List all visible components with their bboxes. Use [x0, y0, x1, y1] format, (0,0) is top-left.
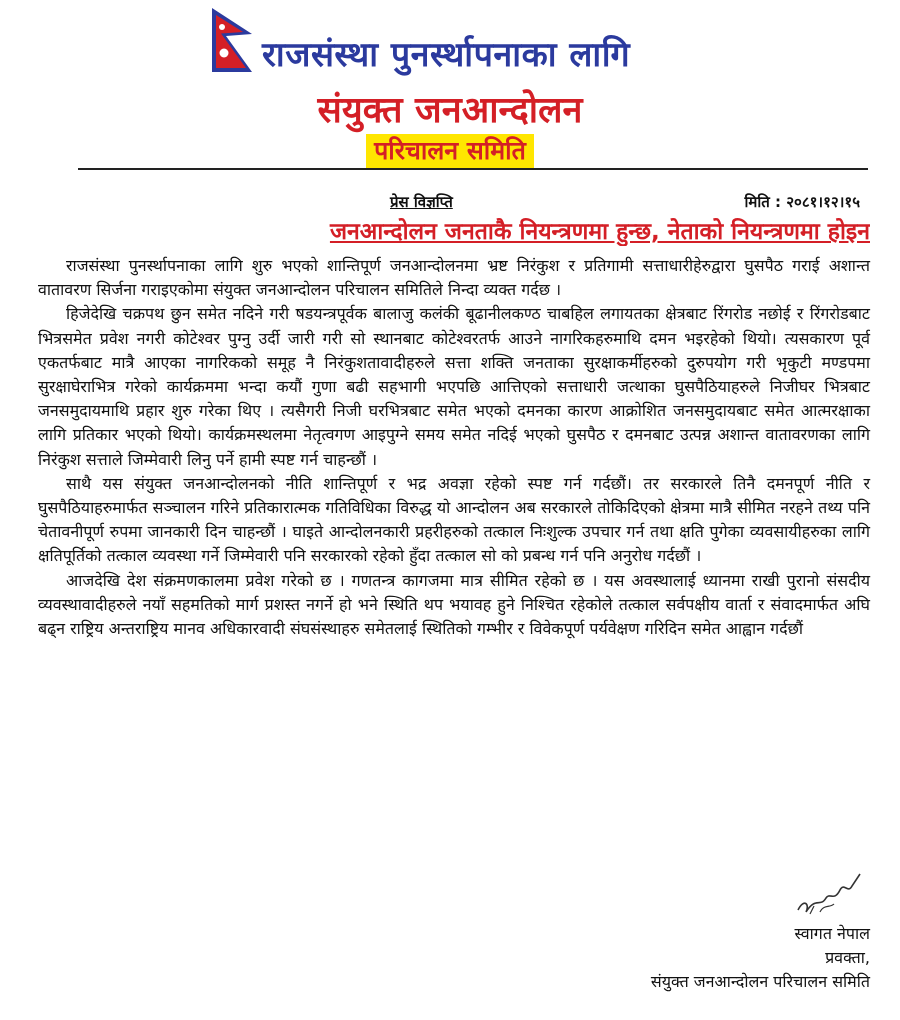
org-title: राजसंस्था पुनर्स्थापनाका लागि [262, 35, 631, 75]
headline: जनआन्दोलन जनताकै नियन्त्रणमा हुन्छ, नेताको नियन्त्रणमा होइन [329, 219, 870, 245]
signatory-block [651, 922, 870, 994]
handwritten-signature [790, 868, 870, 918]
signatory-role: प्रवक्ता, [825, 948, 870, 967]
committee-title: परिचालन समिति [366, 134, 534, 168]
paragraph: राजसंस्था पुनर्स्थापनाका लागि शुरु भएको शान्तिपूर्ण जनआन्दोलनमा भ्रष्ट निरंकुश र प्रतिगामी सत्ताधारीहेरुद्वारा घुसपैठ गराई अशान्त वातावरण सिर्जना गराइएकोमा संयुक्त जनआन्दोलन परिचालन समितिले निन्दा व्यक्त गर्दछ । [38, 256, 870, 300]
paragraph: आजदेखि देश संक्रमणकालमा प्रवेश गरेको छ । गणतन्त्र कागजमा मात्र सीमित रहेको छ । यस अवस्थालाई ध्यानमा राखी पुरानो संसदीय व्यवस्थावादीहरुले नयाँ सहमतिको मार्ग प्रशस्त नगर्ने हो भने स्थिति थप भयावह हुने निश्चित रहेकोले तत्काल सर्वपक्षीय वार्ता र संवादमार्फत अघि बढ्न राष्ट्रिय अन्तराष्ट्रिय मानव अधिकारवादी संघसंस्थाहरु समेतलाई स्थितिको गम्भीर र विवेकपूर्ण पर्यवेक्षण गरिदिन समेत आह्वान गर्दछौं [38, 570, 870, 639]
paragraph: हिजेदेखि चक्रपथ छुन समेत नदिने गरी षडयन्त्रपूर्वक बालाजु कलंकी बूढानीलकण्ठ चाबहिल लगायतका क्षेत्रबाट रिंगरोड नछोई र रिंगरोडबाट भित्रसमेत प्रवेश नगरी कोटेश्वर पुग्नु उर्दी जारी गरी सो स्थानबाट कोटेश्वरतर्फ आउने नागरिकहरुमाथि दमन भइरहेको थियो। त्यसकारण पूर्व एकतर्फबाट मात्रै आएका नागरिकको समूह नै निरंकुशतावादीहरुले सत्ता शक्ति जनताका सुरक्षाकर्मीहरुको दुरुपयोग गरी भृकुटी मण्डपमा सुरक्षाघेराभित्र गरेको कार्यक्रममा भन्दा कयौं गुणा बढी सहभागी भएपछि आत्तिएको सत्ताधारी जत्थाका घुसपैठियाहरुले निजीघर भित्रबाट जनसमुदायमाथि प्रहार शुरु गरेका थिए । त्यसैगरी निजी घरभित्रबाट समेत भएको दमनका कारण आक्रोशित जनसमुदायबाट समेत आत्मरक्षाका लागि प्रतिकार भएको थियो। कार्यक्रमस्थलमा नेतृत्वगण आइपुग्ने समय समेत नदिई भएको घुसपैठ र दमनबाट उत्पन्न अशान्त वातावरणका लागि निरंकुश सत्ताले जिम्मेवारी लिनु पर्ने हामी स्पष्ट गर्न चाहन्छौं । [38, 304, 870, 469]
signatory-name: स्वागत नेपाल [794, 924, 870, 943]
paragraph: साथै यस संयुक्त जनआन्दोलनको नीति शान्तिपूर्ण र भद्र अवज्ञा रहेको स्पष्ट गर्न गर्दछौं। तर सरकारले तिनै दमनपूर्ण नीति र घुसपैठियाहरुमार्फत सञ्चालन गरिने प्रतिकारात्मक गतिविधिका विरुद्ध यो आन्दोलन अब सरकारले तोकिदिएको क्षेत्रमा मात्रै सीमित नरहने तथ्य पनि चेतावनीपूर्ण रुपमा जानकारी दिन चाहन्छौं । घाइते आन्दोलनकारी प्रहरीहरुको तत्काल निःशुल्क उपचार गर्न तथा क्षति पुगेका व्यवसायीहरुका लागि क्षतिपूर्तिको तत्काल व्यवस्था गर्ने जिम्मेवारी पनि सरकारको रहेको हुँदा तत्काल सो को प्रबन्ध गर्न पनि अनुरोध गर्दछौं । [38, 473, 870, 566]
letterhead [0, 0, 900, 170]
signatory-organization: संयुक्त जनआन्दोलन परिचालन समिति [650, 972, 870, 991]
notice-date: मिति : २०८१।१२।१५ [744, 193, 860, 211]
movement-title: संयुक्त जनआन्दोलन [317, 90, 583, 131]
press-release-label: प्रेस विज्ञप्ति [390, 193, 453, 211]
statement-body [38, 254, 870, 641]
nepal-flag-logo [208, 6, 258, 76]
header-divider [78, 168, 868, 170]
